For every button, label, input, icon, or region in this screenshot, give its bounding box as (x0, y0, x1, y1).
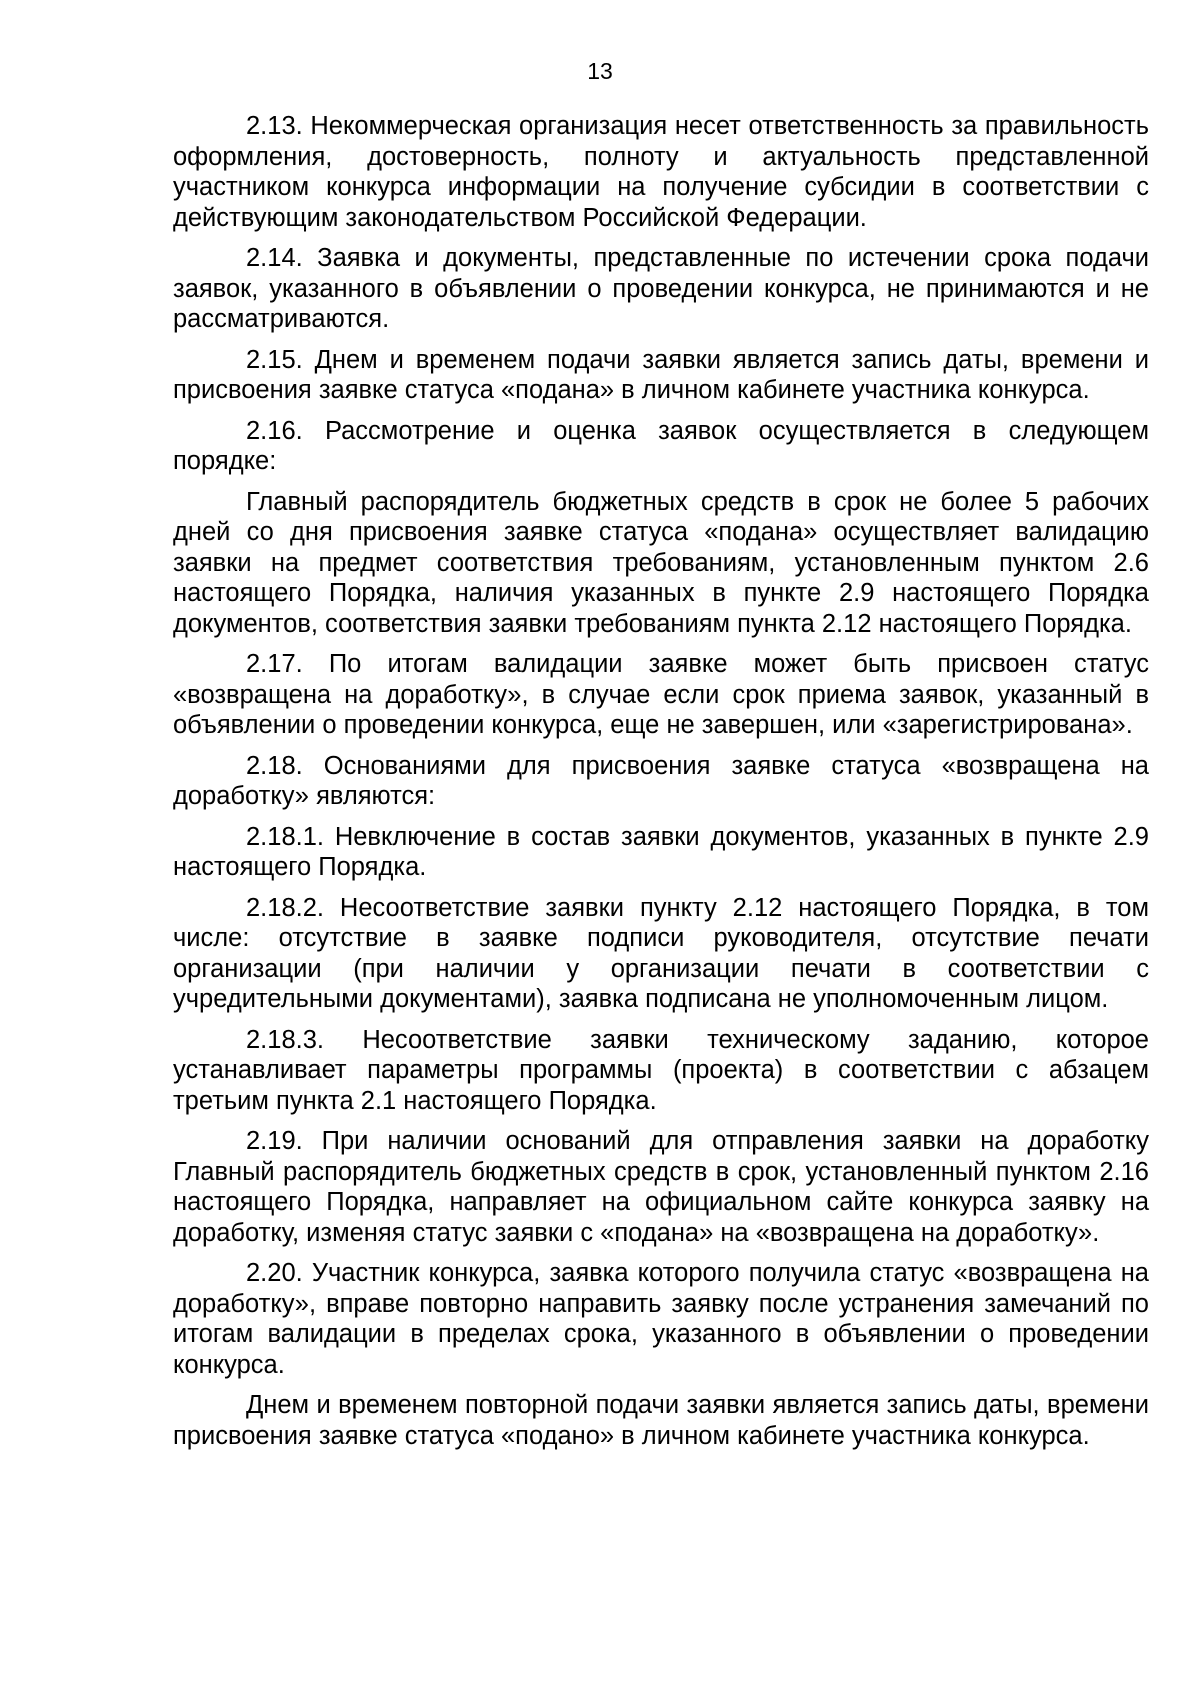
paragraph-2-20-resubmission: Днем и временем повторной подачи заявки является запись даты, времени присвоения заявке статуса «подано» в личном кабинете участника конкурса. (173, 1391, 1149, 1450)
paragraph-2-18-1: 2.18.1. Невключение в состав заявки документов, указанных в пункте 2.9 настоящего Порядка. (173, 822, 1149, 881)
paragraph-2-14: 2.14. Заявка и документы, представленные по истечении срока подачи заявок, указанного в объявлении о проведении конкурса, не принимаются и не рассматриваются. (173, 244, 1149, 333)
paragraph-2-18-2: 2.18.2. Несоответствие заявки пункту 2.12 настоящего Порядка, в том числе: отсутствие в заявке подписи руководителя, отсутствие печати организации (при наличии у организации печати в соответствии с учредительными документами), заявка подписана не уполномоченным лицом. (173, 893, 1149, 1013)
page-number: 13 (587, 58, 613, 84)
paragraph-2-16-validation: Главный распорядитель бюджетных средств в срок не более 5 рабочих дней со дня присвоения заявке статуса «подана» осуществляет валидацию заявки на предмет соответствия требованиям, установленным пунктом 2.6 настоящего Порядка, наличия указанных в пункте 2.9 настоящего Порядка документов, соответствия заявки требованиям пункта 2.12 настоящего Порядка. (173, 487, 1149, 638)
document-body (173, 111, 1149, 1461)
paragraph-2-18-3: 2.18.3. Несоответствие заявки техническому заданию, которое устанавливает параметры программы (проекта) в соответствии с абзацем третьим пункта 2.1 настоящего Порядка. (173, 1025, 1149, 1115)
paragraph-2-13: 2.13. Некоммерческая организация несет ответственность за правильность оформления, достоверность, полноту и актуальность представленной участником конкурса информации на получение субсидии в соответствии с действующим законодательством Российской Федерации. (173, 112, 1149, 232)
paragraph-2-20: 2.20. Участник конкурса, заявка которого получила статус «возвращена на доработку», вправе повторно направить заявку после устранения замечаний по итогам валидации в пределах срока, указанного в объявлении о проведении конкурса. (173, 1259, 1149, 1379)
paragraph-2-15: 2.15. Днем и временем подачи заявки является запись даты, времени и присвоения заявке статуса «подана» в личном кабинете участника конкурса. (173, 345, 1149, 404)
paragraph-2-16: 2.16. Рассмотрение и оценка заявок осуществляется в следующем порядке: (173, 416, 1149, 475)
paragraph-2-18: 2.18. Основаниями для присвоения заявке статуса «возвращена на доработку» являются: (173, 751, 1149, 810)
paragraph-2-19: 2.19. При наличии оснований для отправления заявки на доработку Главный распорядитель бюджетных средств в срок, установленный пунктом 2.16 настоящего Порядка, направляет на официальном сайте конкурса заявку на доработку, изменяя статус заявки с «подана» на «возвращена на доработку». (173, 1127, 1149, 1247)
paragraph-2-17: 2.17. По итогам валидации заявке может быть присвоен статус «возвращена на доработку», в случае если срок приема заявок, указанный в объявлении о проведении конкурса, еще не завершен, или «зарегистрирована». (173, 650, 1149, 739)
